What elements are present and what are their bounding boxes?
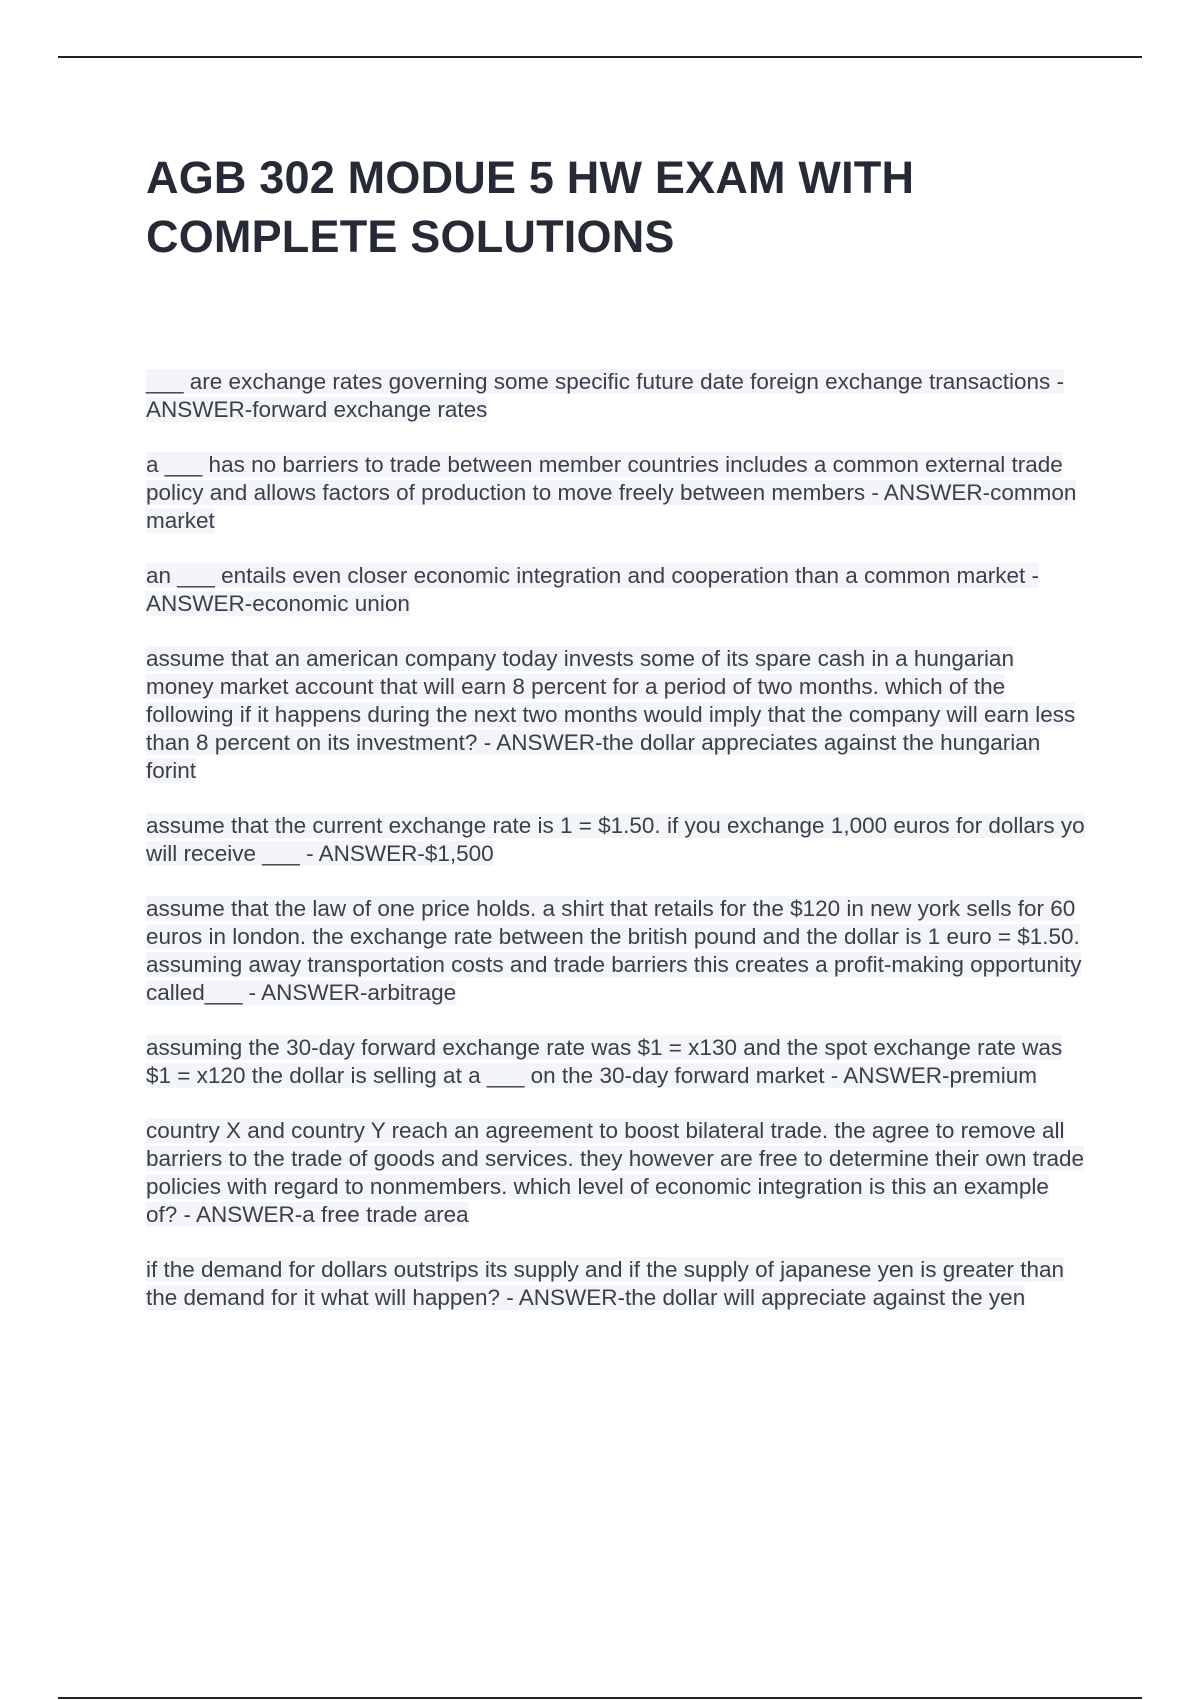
qa-item	[146, 368, 1086, 424]
qa-list	[146, 368, 1086, 1339]
qa-text: a ___ has no barriers to trade between member countries includes a common external trade policy and allows factors of production to move freely between members - ANSWER-common market	[146, 452, 1077, 533]
qa-text: if the demand for dollars outstrips its supply and if the supply of japanese yen is greater than the demand for it what will happen? - ANSWER-the dollar will appreciate against the yen	[146, 1257, 1065, 1310]
qa-text: assume that the law of one price holds. a shirt that retails for the $120 in new york sells for 60 euros in london. the exchange rate between the british pound and the dollar is 1 euro = $1.50. assuming away transportation costs and trade barriers this creates a profit-making opportunity called___ - ANSWER-arbitrage	[146, 896, 1082, 1005]
qa-text: assume that an american company today invests some of its spare cash in a hungarian money market account that will earn 8 percent for a period of two months. which of the following if it happens during the next two months would imply that the company will earn less than 8 percent on its investment? - ANSWER-the dollar appreciates against the hungarian forint	[146, 646, 1076, 783]
bottom-rule	[58, 1697, 1142, 1699]
qa-item	[146, 895, 1086, 1007]
qa-item	[146, 1256, 1086, 1312]
qa-item	[146, 1034, 1086, 1090]
qa-item	[146, 645, 1086, 785]
qa-text: ___ are exchange rates governing some specific future date foreign exchange transactions - ANSWER-forward exchange rates	[146, 369, 1065, 422]
qa-text: country X and country Y reach an agreement to boost bilateral trade. the agree to remove all barriers to the trade of goods and services. they however are free to determine their own trade policies with regard to nonmembers. which level of economic integration is this an example of? - ANSWER-a free trade area	[146, 1118, 1085, 1227]
qa-text: an ___ entails even closer economic integration and cooperation than a common market - ANSWER-economic union	[146, 563, 1040, 616]
page-title: AGB 302 MODUE 5 HW EXAM WITH COMPLETE SOLUTIONS	[146, 152, 915, 262]
qa-text: assume that the current exchange rate is 1 = $1.50. if you exchange 1,000 euros for dollars yo will receive ___ - ANSWER-$1,500	[146, 813, 1085, 866]
top-rule	[58, 56, 1142, 58]
qa-item	[146, 812, 1086, 868]
qa-item	[146, 1117, 1086, 1229]
qa-text: assuming the 30-day forward exchange rate was $1 = x130 and the spot exchange rate was $1 = x120 the dollar is selling at a ___ on the 30-day forward market - ANSWER-premium	[146, 1035, 1063, 1088]
qa-item	[146, 451, 1086, 535]
qa-item	[146, 562, 1086, 618]
